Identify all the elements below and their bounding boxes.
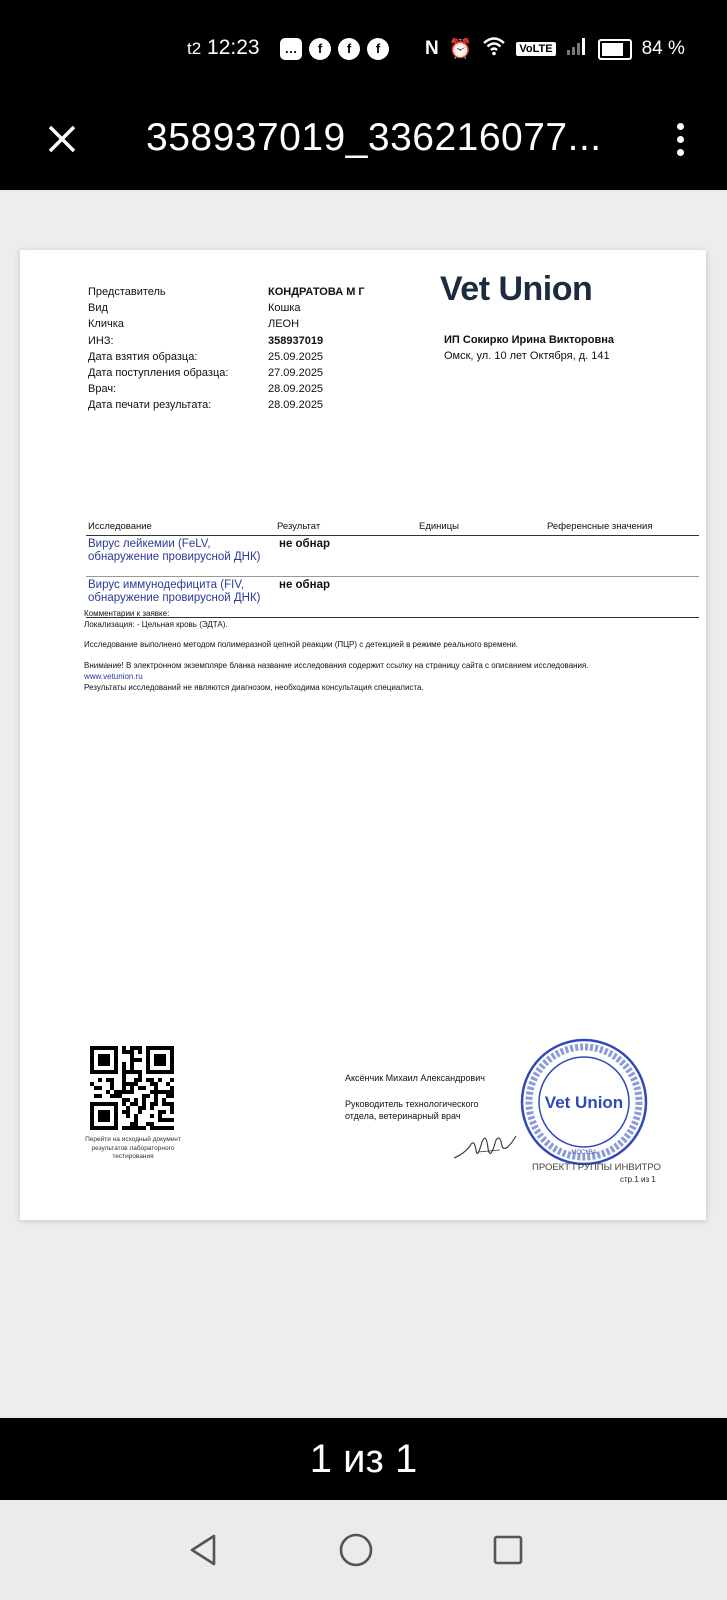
home-button[interactable] xyxy=(336,1530,376,1570)
test-result: не обнар xyxy=(279,538,331,550)
document-title: 358937019_336216077... xyxy=(146,116,602,159)
warning-text: Внимание! В электронном экземпляре бланка название исследования содержит ссылку на страницу сайта с описанием исследования. xyxy=(84,660,589,670)
org-address: Омск, ул. 10 лет Октября, д. 141 xyxy=(444,350,610,362)
more-icon-dot xyxy=(677,149,684,156)
vet-union-logo: Vet Union xyxy=(440,270,593,308)
volte-badge: VoLTE xyxy=(516,42,555,56)
signer-block xyxy=(345,1072,505,1122)
table-row xyxy=(86,536,699,577)
test-units xyxy=(419,536,543,576)
qr-code[interactable] xyxy=(90,1046,174,1130)
info-value: КОНДРАТОВА М Г xyxy=(268,286,365,298)
info-label: Дата печати результата: xyxy=(88,399,212,412)
info-row xyxy=(88,300,365,316)
recents-icon xyxy=(488,1530,528,1570)
table-header xyxy=(86,521,699,536)
info-row xyxy=(88,316,365,332)
info-label: Вид xyxy=(88,302,108,315)
nfc-icon: N xyxy=(425,38,439,59)
info-value: ЛЕОН xyxy=(268,318,300,331)
info-label: Дата взятия образца: xyxy=(88,350,198,363)
stamp-text: Vet Union xyxy=(544,1093,624,1112)
signal-icon xyxy=(566,37,588,61)
info-row xyxy=(88,397,365,413)
info-value: Кошка xyxy=(268,302,301,315)
notes-block xyxy=(84,608,699,693)
localization-text: Локализация: - Цельная кровь (ЭДТА). xyxy=(84,620,228,630)
clock: 12:23 xyxy=(207,36,260,59)
status-time xyxy=(187,36,260,60)
info-label: ИНЗ: xyxy=(88,334,114,347)
info-value: 28.09.2025 xyxy=(268,399,324,412)
page-indicator: 1 из 1 xyxy=(0,1418,727,1500)
status-bar xyxy=(0,0,727,98)
system-icons xyxy=(425,36,685,62)
navigation-bar xyxy=(0,1500,727,1600)
back-icon xyxy=(184,1530,224,1570)
comments-label: Комментарии к заявке: xyxy=(84,609,170,618)
document-page xyxy=(20,250,706,1220)
info-label: Представитель xyxy=(88,286,166,298)
stamp-bottom-text: МОСКВА xyxy=(571,1150,597,1156)
column-header: Референсные значения xyxy=(547,521,653,532)
info-row xyxy=(88,381,365,397)
more-options-button[interactable] xyxy=(668,114,692,164)
test-name-link[interactable]: Вирус лейкемии (FeLV, обнаружение провирусной ДНК) xyxy=(88,538,261,563)
info-row xyxy=(88,333,365,349)
project-text: ПРОЕКТ ГРУППЫ ИНВИТРО xyxy=(532,1162,661,1173)
recents-button[interactable] xyxy=(488,1530,528,1570)
info-value: 28.09.2025 xyxy=(268,383,324,396)
close-icon xyxy=(46,123,78,155)
facebook-icon: f xyxy=(309,38,331,60)
wifi-icon xyxy=(482,36,506,62)
org-name: ИП Сокирко Ирина Викторовна xyxy=(444,334,614,346)
battery-percent: 84 % xyxy=(641,38,685,59)
info-value: 358937019 xyxy=(268,334,324,347)
column-header: Исследование xyxy=(88,521,152,532)
signature-image xyxy=(450,1128,520,1166)
info-row xyxy=(88,365,365,381)
info-row xyxy=(88,349,365,365)
results-table xyxy=(86,521,699,618)
column-header: Единицы xyxy=(419,521,460,532)
column-header: Результат xyxy=(277,521,321,532)
info-label: Врач: xyxy=(88,383,117,396)
info-label: Дата поступления образца: xyxy=(88,367,229,380)
disclaimer-text: Результаты исследований не являются диагнозом, необходима консультация специалиста. xyxy=(84,683,424,693)
facebook-icon: f xyxy=(338,38,360,60)
signer-position: Руководитель технологического отдела, ветеринарный врач xyxy=(345,1099,479,1121)
signer-name: Аксёнчик Михаил Александрович xyxy=(345,1073,485,1083)
info-value: 25.09.2025 xyxy=(268,350,324,363)
page-number: стр.1 из 1 xyxy=(620,1175,656,1184)
info-value: 27.09.2025 xyxy=(268,367,324,380)
organization-block xyxy=(444,332,614,364)
more-icon-dot xyxy=(677,136,684,143)
alarm-icon: ⏰ xyxy=(448,39,473,60)
facebook-icon: f xyxy=(367,38,389,60)
app-bar xyxy=(0,98,727,190)
info-label: Кличка xyxy=(88,318,124,331)
test-result: не обнар xyxy=(279,579,331,591)
method-text: Исследование выполнено методом полимеразной цепной реакции (ПЦР) с детекцией в режиме реального времени. xyxy=(84,640,519,650)
more-icon-dot xyxy=(677,123,684,130)
back-button[interactable] xyxy=(184,1530,224,1570)
chat-icon: … xyxy=(280,38,302,60)
home-icon xyxy=(336,1530,376,1570)
carrier-label: t2 xyxy=(187,39,202,58)
close-button[interactable] xyxy=(40,114,84,164)
notification-icons xyxy=(280,38,389,60)
qr-caption: Перейти на исходный документ результатов лабораторного тестирования xyxy=(85,1136,181,1160)
test-name-link[interactable]: Вирус иммунодефицита (FIV, обнаружение провирусной ДНК) xyxy=(88,579,261,604)
patient-info xyxy=(88,284,365,414)
website-link[interactable]: www.vetunion.ru xyxy=(84,671,143,681)
info-row xyxy=(88,284,365,300)
battery-icon xyxy=(598,39,632,60)
test-reference xyxy=(543,536,699,576)
stamp-seal xyxy=(520,1038,648,1166)
